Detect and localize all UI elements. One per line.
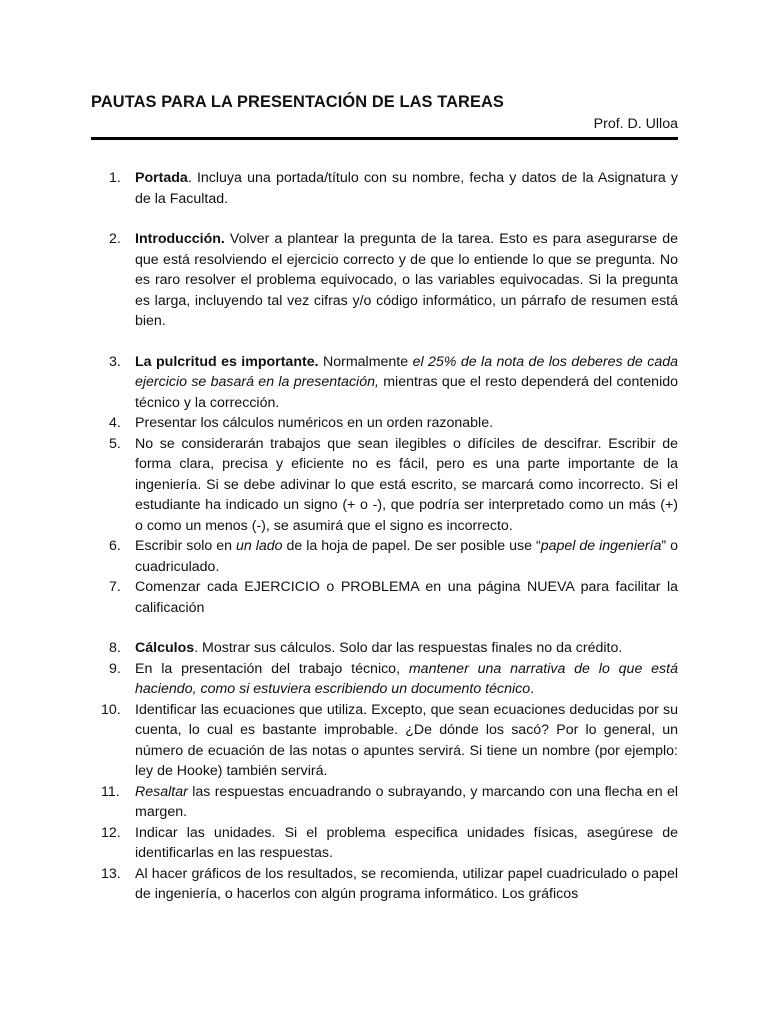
guidelines-list	[0, 168, 768, 905]
item-text: En la presentación del trabajo técnico,	[135, 660, 409, 677]
item-text: Escribir solo en	[135, 538, 236, 554]
list-item-5	[0, 434, 678, 537]
list-item-4	[0, 413, 678, 434]
item-text: . Incluya una portada/título con su nombre, fecha y datos de la Asignatura y de la Facultad.	[135, 170, 678, 207]
item-text-continued: .	[530, 681, 535, 697]
item-number: 6.	[109, 538, 121, 554]
item-emphasis: el 25% de la nota de los deberes de cada ejercicio se basará en la presentación,	[135, 353, 678, 390]
item-number: 8.	[109, 640, 121, 656]
item-text: Presentar los cálculos numéricos en un orden razonable.	[135, 415, 494, 431]
list-item-10	[0, 700, 678, 782]
item-number: 7.	[109, 579, 121, 595]
item-number: 5.	[109, 435, 121, 452]
list-item-9	[0, 659, 678, 700]
item-number: 1.	[109, 170, 121, 186]
item-number: 10.	[101, 701, 121, 718]
item-heading: La pulcritud es importante.	[135, 353, 319, 370]
item-text-end: ” o cuadriculado.	[135, 538, 678, 575]
item-text: las respuestas encuadrando o subrayando, y marcando con una flecha en el margen.	[135, 783, 678, 820]
header-rule	[91, 137, 678, 140]
list-item-12	[0, 823, 678, 864]
item-number: 4.	[109, 415, 121, 431]
item-emphasis: un lado	[236, 538, 283, 554]
list-item-11	[0, 782, 678, 823]
item-text-continued: de la hoja de papel. De ser posible use “	[282, 538, 541, 554]
item-text: . Mostrar sus cálculos. Solo dar las respuestas finales no da crédito.	[194, 640, 623, 656]
item-heading: Cálculos	[135, 640, 195, 656]
item-text: Indicar las unidades. Si el problema especifica unidades físicas, asegúrese de identificarlas en las respuestas.	[135, 824, 678, 861]
author-name: Prof. D. Ulloa	[593, 116, 678, 132]
item-emphasis: Resaltar	[135, 783, 188, 800]
item-emphasis-2: papel de ingeniería	[540, 538, 662, 554]
list-item-8	[0, 638, 678, 659]
item-text: Comenzar cada EJERCICIO o PROBLEMA en una página NUEVA para facilitar la calificación	[135, 579, 678, 616]
list-item-3	[0, 352, 678, 414]
item-number: 3.	[109, 353, 121, 370]
item-number: 2.	[109, 231, 121, 247]
item-heading: Introducción.	[135, 231, 225, 247]
item-number: 12.	[101, 824, 121, 841]
item-text: Al hacer gráficos de los resultados, se recomienda, utilizar papel cuadriculado o papel de ingeniería, o hacerlos con algún programa informático. Los gráficos	[135, 865, 678, 902]
page-title: PAUTAS PARA LA PRESENTACIÓN DE LAS TAREAS	[91, 93, 504, 111]
list-item-13	[0, 864, 678, 905]
item-text: Identificar las ecuaciones que utiliza. Excepto, que sean ecuaciones deducidas por su cuenta, lo cual es bastante improbable. ¿De dónde los sacó? Por lo general, un número de ecuación de las notas o apuntes servirá. Si tiene un nombre (por ejemplo: ley de Hooke) también servirá.	[135, 701, 678, 779]
item-number: 11.	[101, 783, 120, 800]
item-emphasis: mantener una narrativa de lo que está haciendo, como si estuviera escribiendo un documento técnico	[135, 660, 678, 697]
list-item-1	[0, 168, 678, 209]
item-text-continued: mientras que el resto dependerá del contenido técnico y la corrección.	[135, 374, 678, 411]
list-item-6	[0, 536, 678, 577]
item-number: 13.	[101, 865, 121, 882]
item-number: 9.	[109, 660, 121, 677]
item-heading: Portada	[135, 170, 188, 186]
list-item-2	[0, 229, 678, 332]
item-text: Normalmente	[318, 353, 413, 370]
item-text: Volver a plantear la pregunta de la tarea. Esto es para asegurarse de que está resolviendo el ejercicio correcto y de que lo entiende lo que se pregunta. No es raro resolver el problema equivocado, o las variables equivocadas. Si la pregunta es larga, incluyendo tal vez cifras y/o código informático, un párrafo de resumen está bien.	[135, 231, 678, 329]
item-text: No se considerarán trabajos que sean ilegibles o difíciles de descifrar. Escribir de forma clara, precisa y eficiente no es fácil, pero es una parte importante de la ingeniería. Si se debe adivinar lo que está escrito, se marcará como incorrecto. Si el estudiante ha indicado un signo (+ o -), que podría ser interpretado como un más (+) o como un menos (-), se asumirá que el signo es incorrecto.	[135, 435, 678, 534]
list-item-7	[0, 577, 678, 618]
